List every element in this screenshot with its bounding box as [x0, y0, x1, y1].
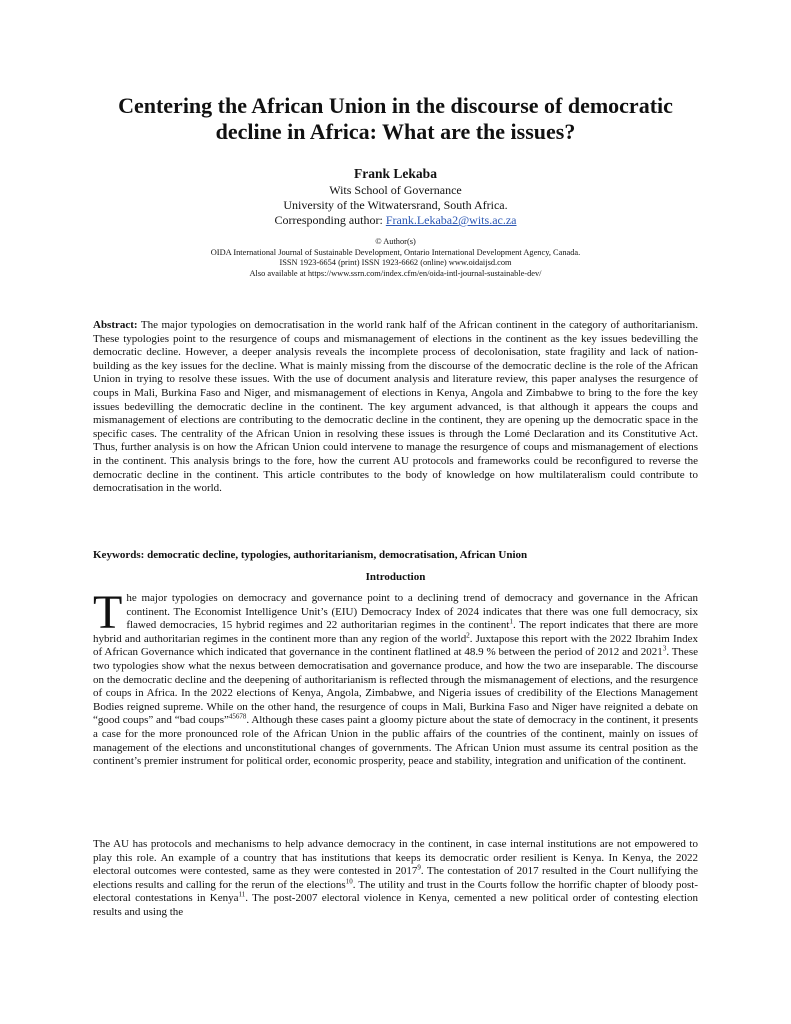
- availability-line: Also available at https://www.ssrn.com/index.cfm/en/oida-intl-journal-sustainable-dev/: [249, 268, 542, 278]
- corresponding-author-line: [145, 213, 646, 228]
- footnote-ref-9: 9: [417, 863, 421, 872]
- introduction-heading: Introduction: [365, 571, 426, 583]
- intro-p1-text-c: . Juxtapose this report with the 2022 Ibrahim Index of African Governance which indicated that governance in the continent flatlined at 48.9 % between the period of 2012 and 2021: [93, 632, 698, 659]
- author-affiliation-university: University of the Witwatersrand, South Africa.: [283, 198, 508, 212]
- author-email-link[interactable]: Frank.Lekaba2@wits.ac.za: [385, 213, 517, 227]
- drop-cap-letter: T: [93, 586, 123, 639]
- footnote-ref-2: 2: [466, 631, 470, 640]
- journal-name: OIDA International Journal of Sustainable Development, Ontario International Development Agency, Canada.: [210, 247, 581, 257]
- copyright-notice: © Author(s): [375, 237, 416, 246]
- abstract-label: Abstract:: [93, 319, 138, 331]
- keywords-line: Keywords: democratic decline, typologies, authoritarianism, democratisation, African Union: [93, 549, 528, 561]
- footnote-ref-10: 10: [345, 877, 353, 886]
- abstract-text: The major typologies on democratisation in the world rank half of the African continent in the category of authoritarianism. These typologies point to the resurgence of coups and mismanagement of elections in the continent as the key issues bedevilling the democratic decline. However, a deeper analysis reveals the incomplete process of decolonisation, state fragility and lack of nation-building as the key issues for the decline. What is mainly missing from the discourse of the democratic decline is the role of the African Union in trying to resolve these issues. With the use of document analysis and literature review, this paper analyses the resurgence of coups in Mali, Burkina Faso and Niger, and mismanagement of elections in Kenya, Angola and Zimbabwe to bring to the fore the key issues bedevilling the democratic decline in the continent. The key argument advanced, is that although it appears the coups and mismanagement of elections are contributing to the democratic decline in the continent, they are opening up the democratic space in the specific cases. The centrality of the African Union in resolving these issues is through the Lomé Declaration and its Constitutive Act. Thus, further analysis is on how the African Union could intervene to manage the resurgence of coups and mismanagement of elections in the continent. This analysis brings to the fore, how the current AU protocols and frameworks could be reconfigured to reverse the democratic decline in the continent. This article contributes to the body of knowledge on how multilateralism could contribute to democratisation in the world.: [93, 319, 698, 495]
- footnote-ref-4-8: 45678: [228, 712, 247, 721]
- abstract-paragraph: [93, 319, 698, 496]
- footnote-ref-11: 11: [238, 890, 246, 899]
- paper-title: Centering the African Union in the discourse of democratic decline in Africa: What are the issues?: [118, 93, 673, 144]
- author-name: Frank Lekaba: [354, 166, 437, 181]
- corresponding-author-label: Corresponding author:: [274, 213, 386, 227]
- intro-p1-text-e: . Although these cases paint a gloomy picture about the state of democracy in the continent, it presents a case for the more pronounced role of the African Union in the public affairs of the countries of the continent, mainly on issues of management of the elections and unconstitutional changes of governments. The African Union must assume its central position as the continent’s premier instrument for political order, economic prosperity, peace and stability, integration and unification of the continent.: [93, 714, 698, 768]
- intro-p2-text-a: The AU has protocols and mechanisms to help advance democracy in the continent, in case internal institutions are not empowered to play this role. An example of a country that has institutions that keeps its democratic order resilient is Kenya. In Kenya, the 2022 electoral outcomes were contested, same as they were contested in 2017: [93, 838, 698, 878]
- intro-p2-text-b: . The contestation of 2017 resulted in the Court nullifying the elections results and calling for the rerun of the elections: [93, 865, 698, 891]
- intro-p2-text-c: . The utility and trust in the Courts follow the horrific chapter of bloody post-electoral contestations in Kenya: [93, 878, 698, 905]
- intro-p1-text-d: . These two typologies show what the nexus between democratisation and governance produce, and how the two are inseparable. The discourse on the democratic decline and the deepening of authoritarianism is reflected through the mismanagement of elections, and the resurgence of coups in Africa. In the 2022 elections of Kenya, Angola, Zimbabwe, and Nigeria issues of credibility of the Elections Management Bodies reigned supreme. While on the other hand, the resurgence of coups in Mali, Burkina Faso and Niger have reignited a debate on “good coups” and “bad coups”: [93, 646, 698, 727]
- intro-p1-text-a: he major typologies on democracy and governance point to a declining trend of democracy and governance in the African continent. The Economist Intelligence Unit’s (EIU) Democracy Index of 2024 indicates that there was one full democracy, six flawed democracies, 15 hybrid regimes and 22 authoritarian regimes in the continent: [126, 592, 698, 632]
- intro-p1-text-b: . The report indicates that there are more hybrid and authoritarian regimes in the continent more than any region of the world: [93, 619, 698, 645]
- issn-line: ISSN 1923-6654 (print) ISSN 1923-6662 (online) www.oidaijsd.com: [279, 258, 512, 267]
- footnote-ref-3: 3: [662, 644, 667, 653]
- publication-info: [120, 237, 671, 279]
- author-block: [145, 165, 646, 228]
- intro-p2-text-d: . The post-2007 electoral violence in Kenya, cemented a new political order of contesting election results and using the: [93, 892, 698, 918]
- footnote-ref-1: 1: [509, 617, 513, 626]
- introduction-paragraph-1: [93, 586, 698, 769]
- author-affiliation-school: Wits School of Governance: [329, 183, 462, 197]
- introduction-paragraph-2: [93, 838, 698, 920]
